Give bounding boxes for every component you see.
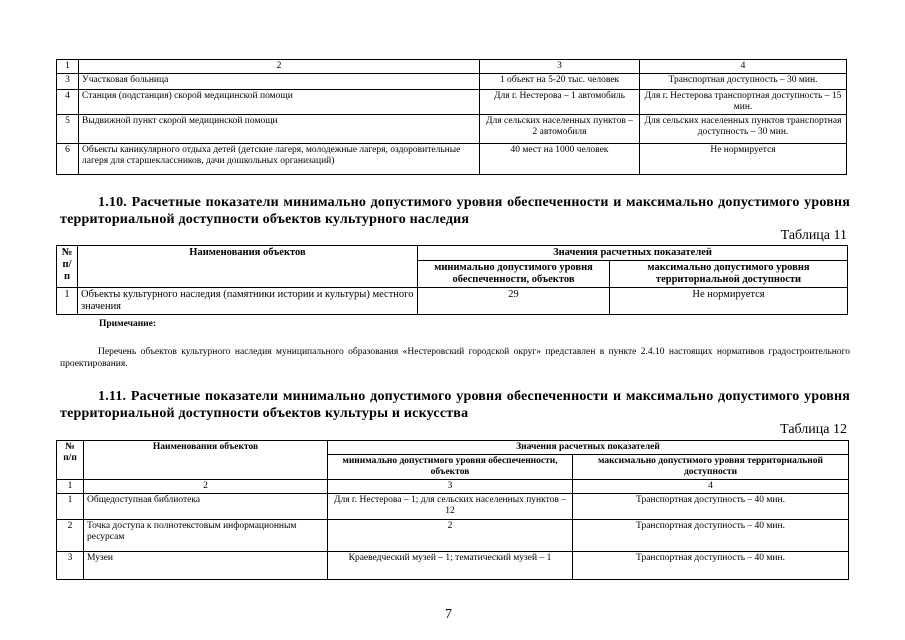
- column-number: 3: [328, 480, 573, 494]
- max-value: Транспортная доступность – 40 мин.: [573, 552, 849, 580]
- min-value: Для сельских населенных пунктов – 2 автомобиля: [480, 115, 640, 144]
- header-cell: 4: [640, 60, 847, 74]
- col-header-values: Значения расчетных показателей: [328, 441, 849, 455]
- row-number: 3: [57, 552, 84, 580]
- table-row: [57, 115, 847, 144]
- col-header-min: минимально допустимого уровня обеспеченности, объектов: [328, 455, 573, 480]
- table-12: [56, 440, 849, 580]
- max-value: Не нормируется: [610, 288, 848, 315]
- row-number: 3: [57, 74, 79, 90]
- object-name: Точка доступа к полнотекстовым информационным ресурсам: [84, 520, 328, 552]
- col-header-max: максимально допустимого уровня территориальной доступности: [610, 261, 848, 288]
- table-caption-12: Таблица 12: [780, 422, 847, 437]
- column-number: 1: [57, 480, 84, 494]
- object-name: Участковая больница: [79, 74, 480, 90]
- row-number: 1: [57, 288, 78, 315]
- table-row: [57, 90, 847, 115]
- section-heading-1-11: 1.11. Расчетные показатели минимально допустимого уровня обеспеченности и максимально допустимого уровня территориальной доступности объектов культуры и искусства: [60, 389, 850, 421]
- note-text: Перечень объектов культурного наследия муниципального образования «Нестеровский городской округ» представлен в пункте 2.4.10 настоящих нормативов градостроительного проектирования.: [60, 347, 850, 369]
- col-header-max: максимально допустимого уровня территориальной доступности: [573, 455, 849, 480]
- row-number: 2: [57, 520, 84, 552]
- object-name: Объекты каникулярного отдыха детей (детские лагеря, молодежные лагеря, оздоровительные лагеря для старшеклассников, дачи дошкольных организаций): [79, 144, 480, 175]
- section-heading-1-10: 1.10. Расчетные показатели минимально допустимого уровня обеспеченности и максимально допустимого уровня территориальной доступности объектов культурного наследия: [60, 195, 850, 227]
- object-name: Объекты культурного наследия (памятники истории и культуры) местного значения: [78, 288, 418, 315]
- row-number: 1: [57, 494, 84, 520]
- min-value: Для г. Нестерова – 1; для сельских населенных пунктов – 12: [328, 494, 573, 520]
- column-number: 4: [573, 480, 849, 494]
- max-value: Для сельских населенных пунктов транспортная доступность – 30 мин.: [640, 115, 847, 144]
- row-number: 4: [57, 90, 79, 115]
- max-value: Не нормируется: [640, 144, 847, 175]
- table-caption-11: Таблица 11: [780, 228, 847, 243]
- max-value: Транспортная доступность – 40 мин.: [573, 494, 849, 520]
- col-header-name: Наименования объектов: [78, 246, 418, 288]
- table-row: [57, 520, 849, 552]
- header-cell: 1: [57, 60, 79, 74]
- table-row: [57, 288, 848, 315]
- max-value: Транспортная доступность – 30 мин.: [640, 74, 847, 90]
- table-row: [57, 144, 847, 175]
- col-header-number: № п/п: [57, 246, 78, 288]
- min-value: 2: [328, 520, 573, 552]
- min-value: 29: [418, 288, 610, 315]
- min-value: 1 объект на 5-20 тыс. человек: [480, 74, 640, 90]
- table-row: [57, 480, 849, 494]
- col-header-number: № п/п: [57, 441, 84, 480]
- column-number: 2: [84, 480, 328, 494]
- table-header-row: [57, 441, 849, 455]
- row-number: 6: [57, 144, 79, 175]
- table-11: [56, 245, 848, 315]
- object-name: Музеи: [84, 552, 328, 580]
- row-number: 5: [57, 115, 79, 144]
- min-value: Для г. Нестерова – 1 автомобиль: [480, 90, 640, 115]
- object-name: Выдвижной пункт скорой медицинской помощи: [79, 115, 480, 144]
- table-row: [57, 552, 849, 580]
- table-top: [56, 59, 847, 175]
- table-row: [57, 74, 847, 90]
- table-row: [57, 60, 847, 74]
- col-header-name: Наименования объектов: [84, 441, 328, 480]
- min-value: Краеведческий музей – 1; тематический музей – 1: [328, 552, 573, 580]
- header-cell: 2: [79, 60, 480, 74]
- table-row: [57, 494, 849, 520]
- header-cell: 3: [480, 60, 640, 74]
- min-value: 40 мест на 1000 человек: [480, 144, 640, 175]
- col-header-min: минимально допустимого уровня обеспеченности, объектов: [418, 261, 610, 288]
- note-label: Примечание:: [99, 319, 157, 329]
- max-value: Для г. Нестерова транспортная доступность – 15 мин.: [640, 90, 847, 115]
- object-name: Общедоступная библиотека: [84, 494, 328, 520]
- page-number: 7: [445, 607, 452, 622]
- table-header-row: [57, 246, 848, 261]
- max-value: Транспортная доступность – 40 мин.: [573, 520, 849, 552]
- col-header-values: Значения расчетных показателей: [418, 246, 848, 261]
- object-name: Станция (подстанция) скорой медицинской помощи: [79, 90, 480, 115]
